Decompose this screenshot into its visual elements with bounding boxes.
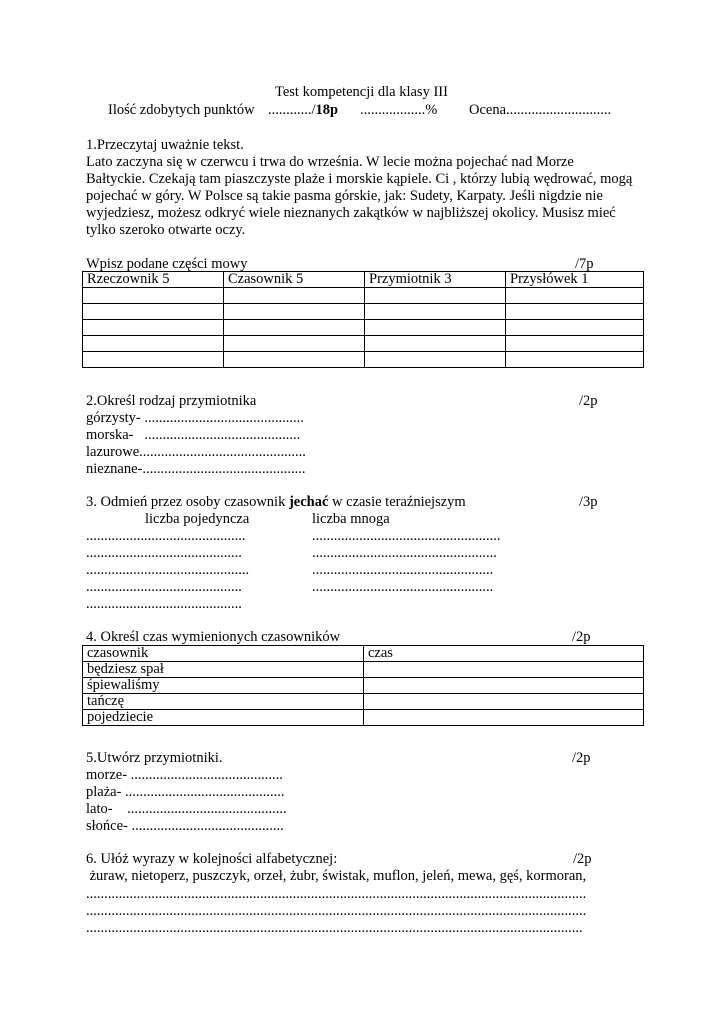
answer-cell[interactable] [365,336,506,352]
column-header: czasownik [83,646,364,662]
task3-verb: jechać [288,494,329,510]
singular-answer-line[interactable]: ........................................... [86,596,242,612]
singular-column-label: liczba pojedyncza [145,511,250,527]
task1-text-line: Bałtyckie. Czekają tam piaszczyste plaże i morskie kąpiele. Ci , którzy lubią wędrować, mogą [86,171,633,187]
task1-heading: 1.Przeczytaj uważnie tekst. [86,137,244,153]
parts-of-speech-table [82,271,644,368]
answer-cell[interactable] [364,662,644,678]
task3-heading-pre: 3. Odmień przez osoby czasownik [86,494,289,510]
plural-answer-line[interactable]: .................................................. [312,579,494,595]
table-row [83,320,644,336]
table-row [83,336,644,352]
plural-column-label: liczba mnoga [312,511,390,527]
column-header: Przymiotnik 3 [365,272,506,288]
answer-cell[interactable] [83,320,224,336]
task5-item[interactable]: plaża- ............................................ [86,784,285,800]
answer-cell[interactable] [506,336,644,352]
answer-cell[interactable] [224,288,365,304]
task2-points: /2p [579,393,598,409]
column-header: Przysłówek 1 [506,272,644,288]
task6-answer-line[interactable]: .......................................................................................................................................... [86,903,587,919]
answer-cell[interactable] [365,320,506,336]
points-label: Ilość zdobytych punktów [108,102,255,118]
table-row [83,678,644,694]
points-dots: ............/ [268,102,316,118]
verb-tense-table [82,645,644,726]
points-field [268,102,338,119]
answer-cell[interactable] [83,288,224,304]
points-total: 18p [315,102,339,118]
table-row [83,304,644,320]
task2-item[interactable]: lazurowe.............................................. [86,444,306,460]
plural-answer-line[interactable]: .................................................... [312,528,501,544]
answer-cell[interactable] [224,336,365,352]
verb-cell: będziesz spał [83,662,364,678]
verb-cell: śpiewaliśmy [83,678,364,694]
answer-cell[interactable] [224,304,365,320]
answer-cell[interactable] [364,694,644,710]
singular-answer-line[interactable]: ............................................ [86,528,246,544]
task6-points: /2p [573,851,592,867]
task6-heading: 6. Ułóż wyrazy w kolejności alfabetycznej: [86,851,338,867]
task2-item[interactable]: morska- ........................................... [86,427,301,443]
task6-word-list: żuraw, nietoperz, puszczyk, orzeł, żubr, świstak, muflon, jeleń, mewa, gęś, kormoran, [86,868,587,884]
table-row [83,288,644,304]
task1-text-line: wyjedziesz, możesz odkryć wiele nieznanych zakątków w najbliższej okolicy. Musisz mieć [86,205,616,221]
answer-cell[interactable] [365,352,506,368]
answer-cell[interactable] [83,304,224,320]
task1-text-line: pojechać w góry. W Polsce są takie pasma górskie, jak: Sudety, Karpaty. Jeśli nigdzie nie [86,188,603,204]
answer-cell[interactable] [365,288,506,304]
column-header: czas [364,646,644,662]
column-header: Czasownik 5 [224,272,365,288]
task5-item[interactable]: słońce- .......................................... [86,818,284,834]
task6-answer-line[interactable]: .......................................................................................................................................... [86,886,587,902]
table-header-row [83,272,644,288]
answer-cell[interactable] [506,320,644,336]
task6-answer-line[interactable]: ......................................................................................................................................... [86,920,583,936]
plural-answer-line[interactable]: ................................................... [312,545,497,561]
answer-cell[interactable] [364,678,644,694]
task2-item[interactable]: nieznane-............................................. [86,461,306,477]
answer-cell[interactable] [83,336,224,352]
table-row [83,710,644,726]
percent-field: ..................% [360,102,438,118]
task1-instruction: Wpisz podane części mowy [86,256,248,272]
verb-cell: pojedziecie [83,710,364,726]
task2-heading: 2.Określ rodzaj przymiotnika [86,393,257,409]
task3-heading-post: w czasie teraźniejszym [328,494,466,510]
answer-cell[interactable] [506,288,644,304]
task1-text-line: tylko szeroko otwarte oczy. [86,222,246,238]
table-row [83,352,644,368]
answer-cell[interactable] [506,352,644,368]
table-header-row [83,646,644,662]
answer-cell[interactable] [365,304,506,320]
verb-cell: tańczę [83,694,364,710]
task1-text-line: Lato zaczyna się w czerwcu i trwa do września. W lecie można pojechać nad Morze [86,154,574,170]
plural-answer-line[interactable]: .................................................. [312,562,494,578]
answer-cell[interactable] [224,320,365,336]
singular-answer-line[interactable]: ............................................. [86,562,250,578]
task3-points: /3p [579,494,598,510]
task5-item[interactable]: lato- ............................................ [86,801,287,817]
task5-points: /2p [572,750,591,766]
task3-heading [86,494,466,511]
task1-points: /7p [575,256,594,272]
singular-answer-line[interactable]: ........................................... [86,545,242,561]
singular-answer-line[interactable]: ........................................... [86,579,242,595]
task4-points: /2p [572,629,591,645]
task5-item[interactable]: morze- .......................................... [86,767,283,783]
table-row [83,662,644,678]
test-title: Test kompetencji dla klasy III [275,84,448,100]
grade-field: Ocena............................. [469,102,612,118]
task2-item[interactable]: górzysty- ............................................ [86,410,304,426]
answer-cell[interactable] [506,304,644,320]
column-header: Rzeczownik 5 [83,272,224,288]
answer-cell[interactable] [83,352,224,368]
task5-heading: 5.Utwórz przymiotniki. [86,750,223,766]
answer-cell[interactable] [224,352,365,368]
table-row [83,694,644,710]
answer-cell[interactable] [364,710,644,726]
task4-heading: 4. Określ czas wymienionych czasowników [86,629,341,645]
